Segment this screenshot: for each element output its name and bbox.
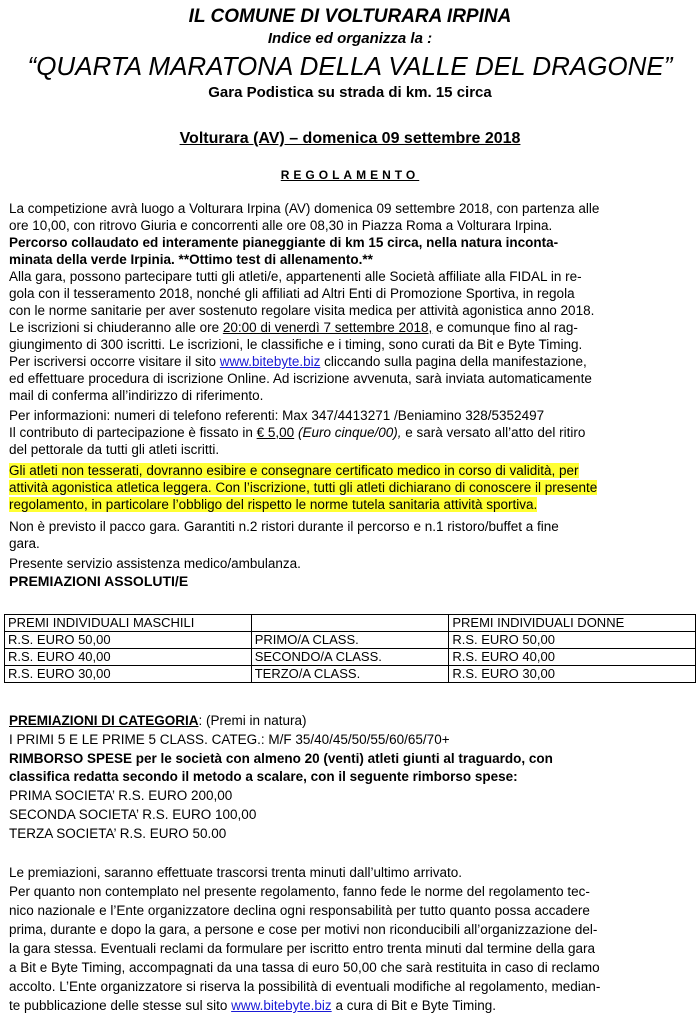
highlighted-text: attività agonistica atletica leggera. Con l’iscrizione, tutti gli atleti dichiarano di conoscere il presente [9, 480, 598, 495]
location-date: Volturara (AV) – domenica 09 settembre 2018 [179, 130, 521, 147]
event-name: “QUARTA MARATONA DELLA VALLE DEL DRAGONE” [27, 51, 673, 81]
contact-line: Per informazioni: numeri di telefono referenti: Max 347/4413271 /Beniamino 328/5352497 [9, 408, 545, 423]
prizes-heading: PREMIAZIONI ASSOLUTI/E [9, 573, 189, 589]
rimborso-line: RIMBORSO SPESE per le società con almeno 20 (venti) atleti giunti al traguardo, con [9, 751, 553, 766]
body-text: e sarà versato all’atto del ritiro [401, 425, 586, 440]
highlighted-line [9, 479, 699, 496]
body-line [9, 319, 699, 336]
footer-line: Le premiazioni, saranno effettuate trascorsi trenta minuti dall’ultimo arrivato. [9, 865, 462, 880]
body-line [9, 424, 699, 441]
section-heading: REGOLAMENTO [280, 168, 420, 182]
body-line: con le norme sanitarie per aver sostenuto regolare visita medica per attività agonistica anno 2018. [9, 303, 595, 318]
body-text: Le iscrizioni si chiuderanno alle ore [9, 320, 223, 335]
deadline-text: 20:00 di venerdì 7 settembre 2018, [222, 320, 433, 335]
society-prize: SECONDA SOCIETA’ R.S. EURO 100,00 [9, 807, 257, 822]
body-line: gara. [9, 536, 40, 551]
category-heading: PREMIAZIONI DI CATEGORIA [9, 713, 199, 728]
category-heading-rest: : (Premi in natura) [198, 713, 307, 728]
body-line-bold: Percorso collaudato ed interamente pianeggiante di km 15 circa, nella natura inconta- [9, 235, 559, 250]
men-prize: R.S. EURO 40,00 [5, 649, 252, 666]
footer-line: a Bit e Byte Timing, accompagnati da una tassa di euro 50,00 che sarà restituita in caso di reclamo [9, 960, 600, 975]
footer-line: la gara stessa. Eventuali reclami da formulare per iscritto entro trenta minuti dal termine della gara [9, 941, 596, 956]
footer-text: te pubblicazione delle stesse sul sito [9, 998, 232, 1013]
prizes-table [4, 614, 696, 683]
table-row [5, 666, 696, 683]
highlighted-text: Gli atleti non tesserati, dovranno esibire e consegnare certificato medico in corso di validità, per [9, 463, 579, 478]
footer-line: Per quanto non contemplato nel presente regolamento, fanno fede le norme del regolamento tec- [9, 884, 590, 899]
women-prize: R.S. EURO 40,00 [449, 649, 696, 666]
footer-line: prima, durante e dopo la gara, a persone e cose per motivi non riconducibili all’organizzazione del- [9, 922, 598, 937]
footer-line: nico nazionale e l’Ente organizzatore declina ogni responsabilità per tutto quanto possa accadere [9, 903, 590, 918]
document-subtitle: Indice ed organizza la : [267, 30, 433, 47]
fee-amount: € 5,00 [256, 425, 295, 440]
highlighted-line [9, 496, 699, 513]
body-line: Non è previsto il pacco gara. Garantiti n.2 ristori durante il percorso e n.1 ristoro/buffet a fine [9, 519, 559, 534]
document-title: IL COMUNE DI VOLTURARA IRPINA [188, 6, 512, 27]
footer-line: accolto. L’Ente organizzatore si riserva la possibilità di eventuali modifiche al regolamento, median- [9, 979, 601, 994]
race-type: Gara Podistica su strada di km. 15 circa [208, 84, 492, 101]
table-row [5, 632, 696, 649]
website-link[interactable]: www.bitebyte.biz [219, 354, 321, 369]
body-line: mail di conferma all’indirizzo di riferimento. [9, 388, 264, 403]
body-line: Presente servizio assistenza medico/ambulanza. [9, 556, 301, 571]
women-header: PREMI INDIVIDUALI DONNE [449, 615, 696, 632]
body-line [9, 353, 699, 370]
table-row [5, 649, 696, 666]
body-line: del pettorale da tutti gli atleti iscritti. [9, 442, 220, 457]
body-line: Alla gara, possono partecipare tutti gli atleti/e, appartenenti alle Società affiliate alla FIDAL in re- [9, 269, 582, 284]
category-line: I PRIMI 5 E LE PRIME 5 CLASS. CATEG.: M/F 35/40/45/50/55/60/65/70+ [9, 732, 450, 747]
footer-line [9, 997, 699, 1014]
body-text: cliccando sulla pagina della manifestazione, [320, 354, 587, 369]
fee-words: (Euro cinque/00), [297, 425, 402, 440]
body-line: gola con il tesseramento 2018, nonché gli affiliati ad Altri Enti di Promozione Sportiva, in regola [9, 286, 575, 301]
table-header-row [5, 615, 696, 632]
category-heading-line [9, 712, 699, 729]
body-text: Per iscriversi occorre visitare il sito [9, 354, 220, 369]
highlighted-text: regolamento, in particolare l’obbligo del rispetto le norme tutela sanitaria attività sportiva. [9, 497, 538, 512]
men-prize: R.S. EURO 50,00 [5, 632, 252, 649]
body-line: giungimento di 300 iscritti. Le iscrizioni, le classifiche e i timing, sono curati da Bit e Byte Timing. [9, 337, 583, 352]
highlighted-line [9, 462, 699, 479]
body-line: La competizione avrà luogo a Volturara Irpina (AV) domenica 09 settembre 2018, con partenza alle [9, 201, 600, 216]
place-label: TERZO/A CLASS. [251, 666, 449, 683]
men-prize: R.S. EURO 30,00 [5, 666, 252, 683]
empty-header [251, 615, 449, 632]
body-text: Il contributo di partecipazione è fissato in [9, 425, 257, 440]
women-prize: R.S. EURO 50,00 [449, 632, 696, 649]
body-line-bold: minata della verde Irpinia. **Ottimo test di allenamento.** [9, 252, 373, 267]
body-text: e comunque fino al rag- [432, 320, 578, 335]
body-line: ed effettuare procedura di iscrizione Online. Ad iscrizione avvenuta, sarà inviata automaticamente [9, 371, 592, 386]
place-label: PRIMO/A CLASS. [251, 632, 449, 649]
footer-text: a cura di Bit e Byte Timing. [331, 998, 497, 1013]
women-prize: R.S. EURO 30,00 [449, 666, 696, 683]
website-link[interactable]: www.bitebyte.biz [231, 998, 332, 1013]
society-prize: PRIMA SOCIETA’ R.S. EURO 200,00 [9, 788, 233, 803]
place-label: SECONDO/A CLASS. [251, 649, 449, 666]
body-line: ore 10,00, con ritrovo Giuria e concorrenti alle ore 08,30 in Piazza Roma a Volturara Irpina. [9, 218, 553, 233]
society-prize: TERZA SOCIETA’ R.S. EURO 50.00 [9, 826, 227, 841]
rimborso-line: classifica redatta secondo il metodo a scalare, con il seguente rimborso spese: [9, 769, 518, 784]
men-header: PREMI INDIVIDUALI MASCHILI [5, 615, 252, 632]
